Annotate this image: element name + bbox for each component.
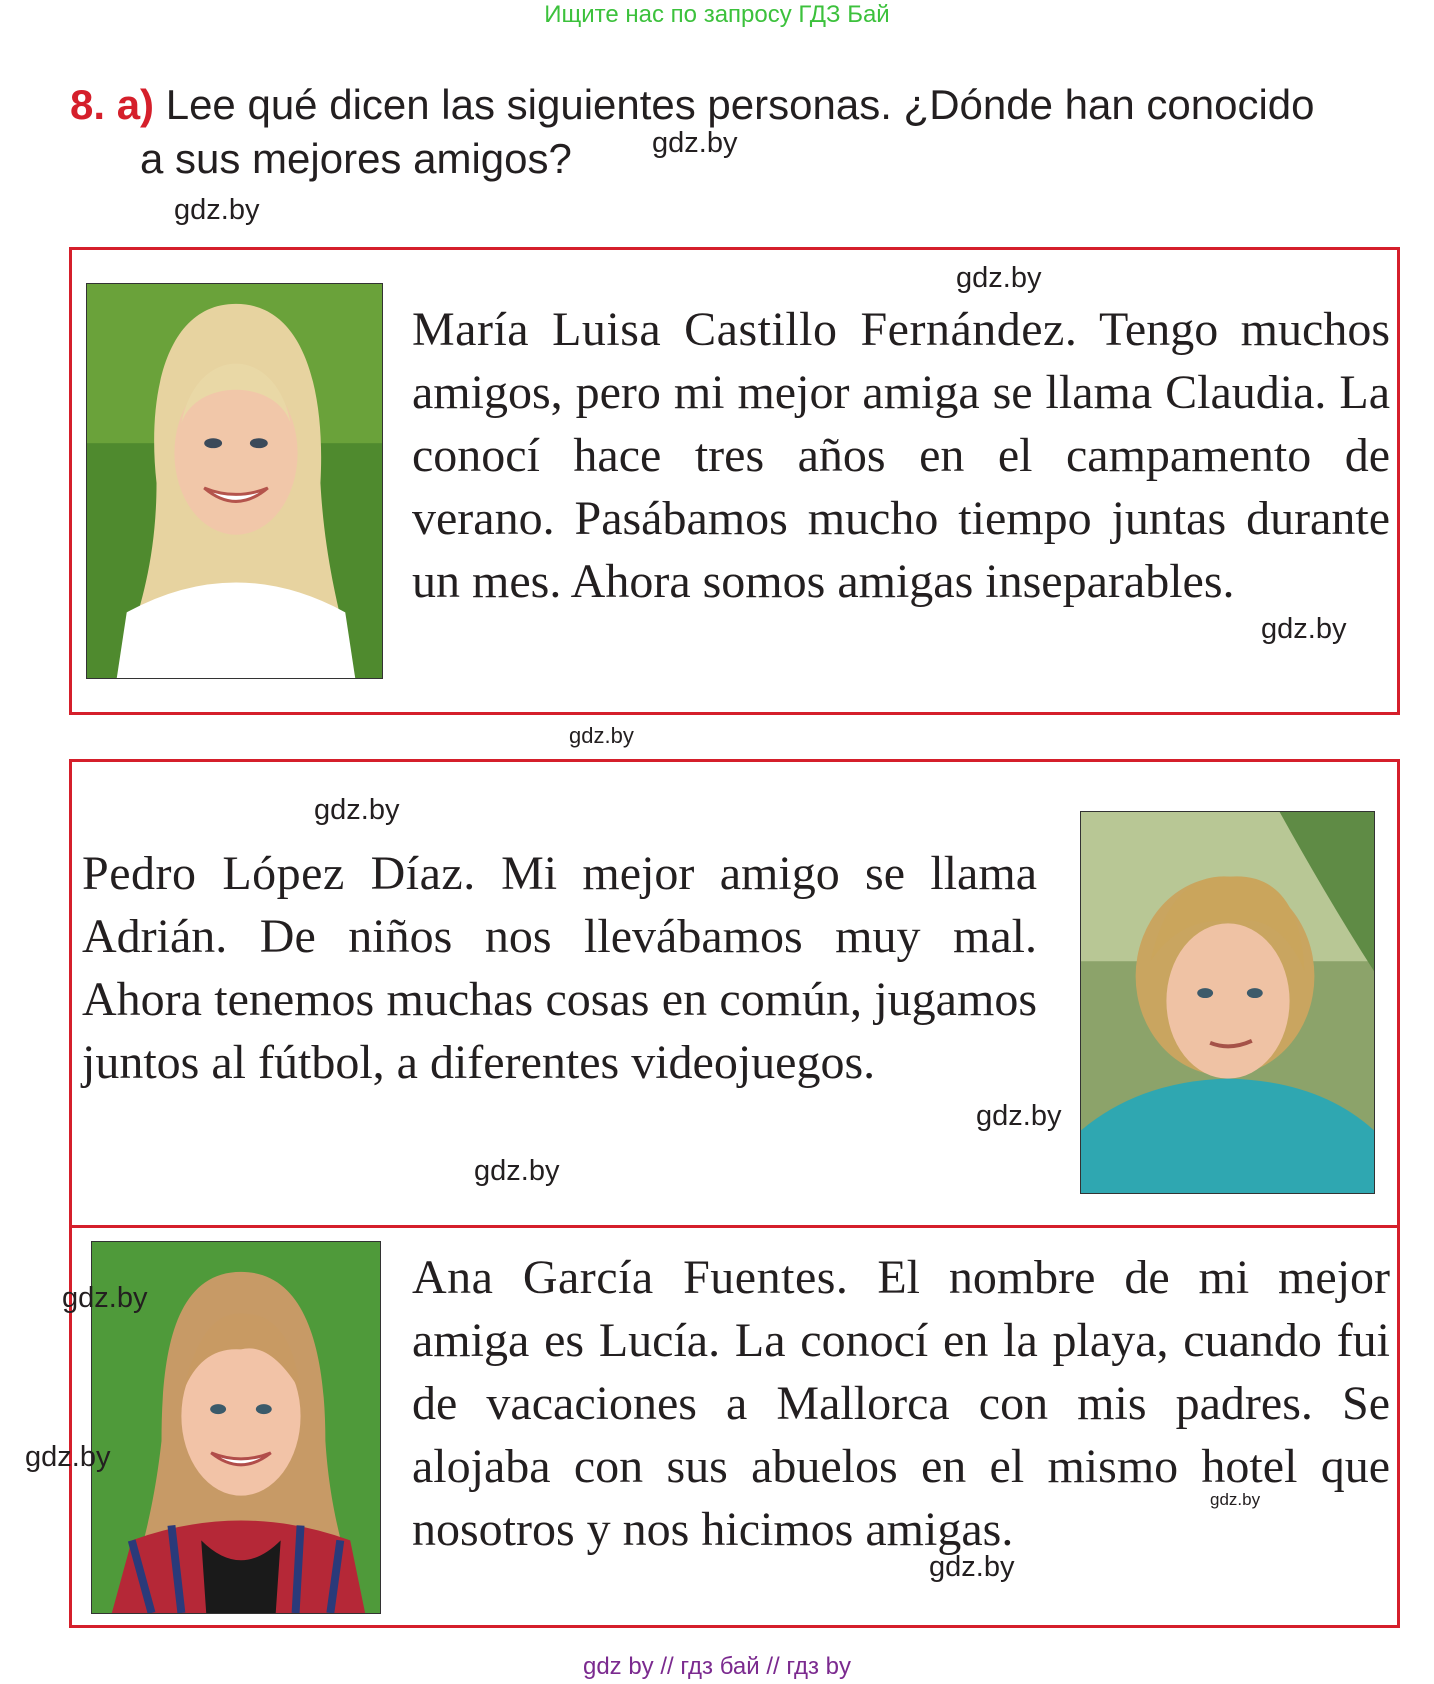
watermark: gdz.by bbox=[474, 1155, 560, 1187]
watermark: gdz.by bbox=[62, 1282, 148, 1314]
watermark: gdz.by bbox=[25, 1441, 111, 1473]
watermark: gdz.by bbox=[314, 794, 400, 826]
story-pedro-name: Pedro López Díaz. bbox=[82, 847, 476, 900]
top-banner[interactable]: Ищите нас по запросу ГДЗ Бай bbox=[544, 1, 890, 28]
story-ana-name: Ana García Fuentes. bbox=[412, 1251, 849, 1304]
photo-pedro bbox=[1080, 811, 1375, 1194]
watermark: gdz.by bbox=[1210, 1490, 1261, 1509]
story-pedro bbox=[82, 842, 1037, 1094]
footer-links[interactable]: gdz by // гдз бай // гдз by bbox=[582, 1653, 852, 1680]
story-pedro-text: Mi mejor amigo se llama Adrián. De niños nos llevábamos muy mal. Ahora tenemos muchas cosas en común, jugamos juntos al fútbol, a diferentes videojuegos. bbox=[82, 847, 1037, 1089]
exercise-question-line1: Lee qué dicen las siguientes personas. ¿Dónde han conocido bbox=[165, 81, 1315, 128]
watermark: gdz.by bbox=[652, 127, 738, 159]
watermark: gdz.by bbox=[976, 1100, 1062, 1132]
watermark: gdz.by bbox=[956, 262, 1042, 294]
story-maria bbox=[412, 298, 1390, 613]
story-maria-name: María Luisa Castillo Fernández. bbox=[412, 303, 1078, 356]
watermark: gdz.by bbox=[569, 723, 634, 748]
story-ana-text: El nombre de mi mejor amiga es Lucía. La conocí en la playa, cuando fui de vacaciones a Mallorca con mis padres. Se alojaba con sus abuelos en el mismo hotel que nosotros y nos hicimos amigas. bbox=[412, 1251, 1391, 1556]
story-maria-text: Tengo muchos amigos, pero mi mejor amiga se llama Claudia. La conocí hace tres años en el campamento de verano. Pasábamos mucho tiempo juntas durante un mes. Ahora somos amigas inseparables. bbox=[412, 303, 1390, 608]
watermark: gdz.by bbox=[174, 194, 260, 226]
exercise-question-line2: a sus mejores amigos? bbox=[140, 135, 572, 182]
watermark: gdz.by bbox=[1261, 613, 1347, 645]
photo-maria bbox=[86, 283, 383, 679]
exercise-number: 8. а) bbox=[70, 81, 155, 128]
watermark: gdz.by bbox=[929, 1551, 1015, 1583]
